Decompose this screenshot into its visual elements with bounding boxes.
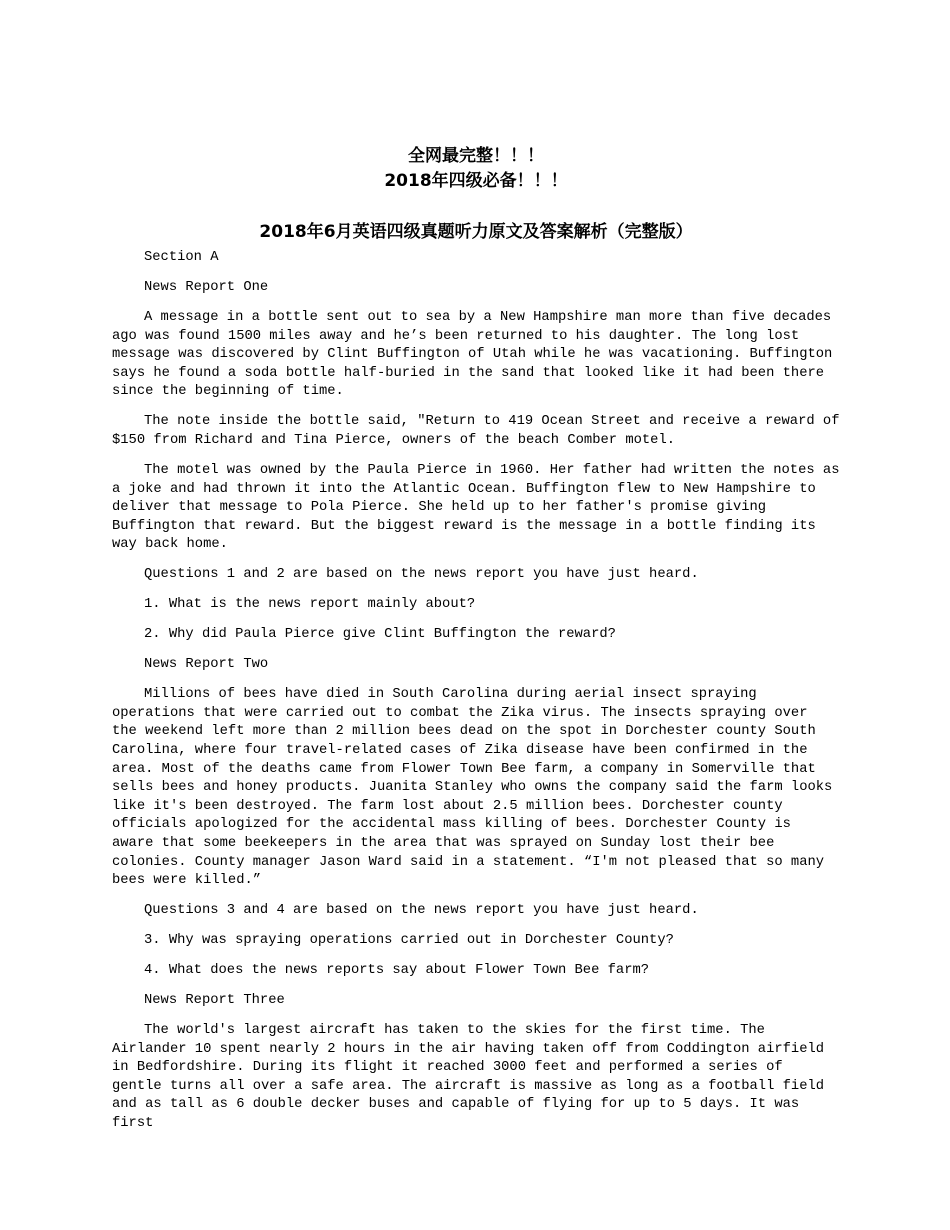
question: 2. Why did Paula Pierce give Clint Buffington the reward? xyxy=(144,627,616,643)
question-intro: Questions 1 and 2 are based on the news report you have just heard. xyxy=(144,567,699,583)
report-heading: News Report Three xyxy=(144,993,285,1009)
paragraph: The motel was owned by the Paula Pierce in 1960. Her father had written the notes as a joke and had thrown it into the Atlantic Ocean. Buffington flew to New Hampshire to deliver that message to Pola Pierce. She held up to her father's promise giving Buffington that reward. But the biggest reward is the message in a bottle finding its way back home. xyxy=(112,462,840,553)
document-page xyxy=(112,144,840,1145)
paragraph: Millions of bees have died in South Carolina during aerial insect spraying operations that were carried out to combat the Zika virus. The insects spraying over the weekend left more than 2 million bees dead on the spot in Dorchester county South Carolina, where four travel-related cases of Zika disease have been confirmed in the area. Most of the deaths came from Flower Town Bee farm, a company in Somerville that sells bees and honey products. Juanita Stanley who owns the company said the farm looks like it's been destroyed. The farm lost about 2.5 million bees. Dorchester county officials apologized for the accidental mass killing of bees. Dorchester County is aware that some beekeepers in the area that was sprayed on Sunday lost their bee colonies. County manager Jason Ward said in a statement. “I'm not pleased that so many bees were killed.” xyxy=(112,687,833,889)
section-heading: Section A xyxy=(144,250,219,265)
question: 4. What does the news reports say about Flower Town Bee farm? xyxy=(144,963,650,979)
question-intro: Questions 3 and 4 are based on the news report you have just heard. xyxy=(144,903,699,919)
document-title: 2018年6月英语四级真题听力原文及答案解析（完整版） xyxy=(259,222,693,242)
question: 3. Why was spraying operations carried out in Dorchester County? xyxy=(144,933,674,949)
question: 1. What is the news report mainly about? xyxy=(144,597,476,613)
paragraph: The world's largest aircraft has taken to the skies for the first time. The Airlander 10 spent nearly 2 hours in the air having taken off from Coddington airfield in Bedfordshire. During its flight it reached 3000 feet and performed a series of gentle turns all over a safe area. The aircraft is massive as long as a football field and as tall as 6 double decker buses and capable of flying for up to 5 days. It was first xyxy=(112,1023,825,1132)
paragraph: The note inside the bottle said, "Return to 419 Ocean Street and receive a reward of $150 from Richard and Tina Pierce, owners of the beach Comber motel. xyxy=(112,414,840,448)
header-line-2: 2018年四级必备！！！ xyxy=(384,171,568,191)
report-heading: News Report One xyxy=(144,279,269,295)
header-line-1: 全网最完整！！！ xyxy=(408,146,544,166)
paragraph: A message in a bottle sent out to sea by a New Hampshire man more than five decades ago was found 1500 miles away and he’s been returned to his daughter. The long lost message was discovered by Clint Buffington of Utah while he was vacationing. Buffington says he found a soda bottle half-buried in the sand that looked like it had been there since the beginning of time. xyxy=(112,309,833,400)
report-heading: News Report Two xyxy=(144,657,269,673)
